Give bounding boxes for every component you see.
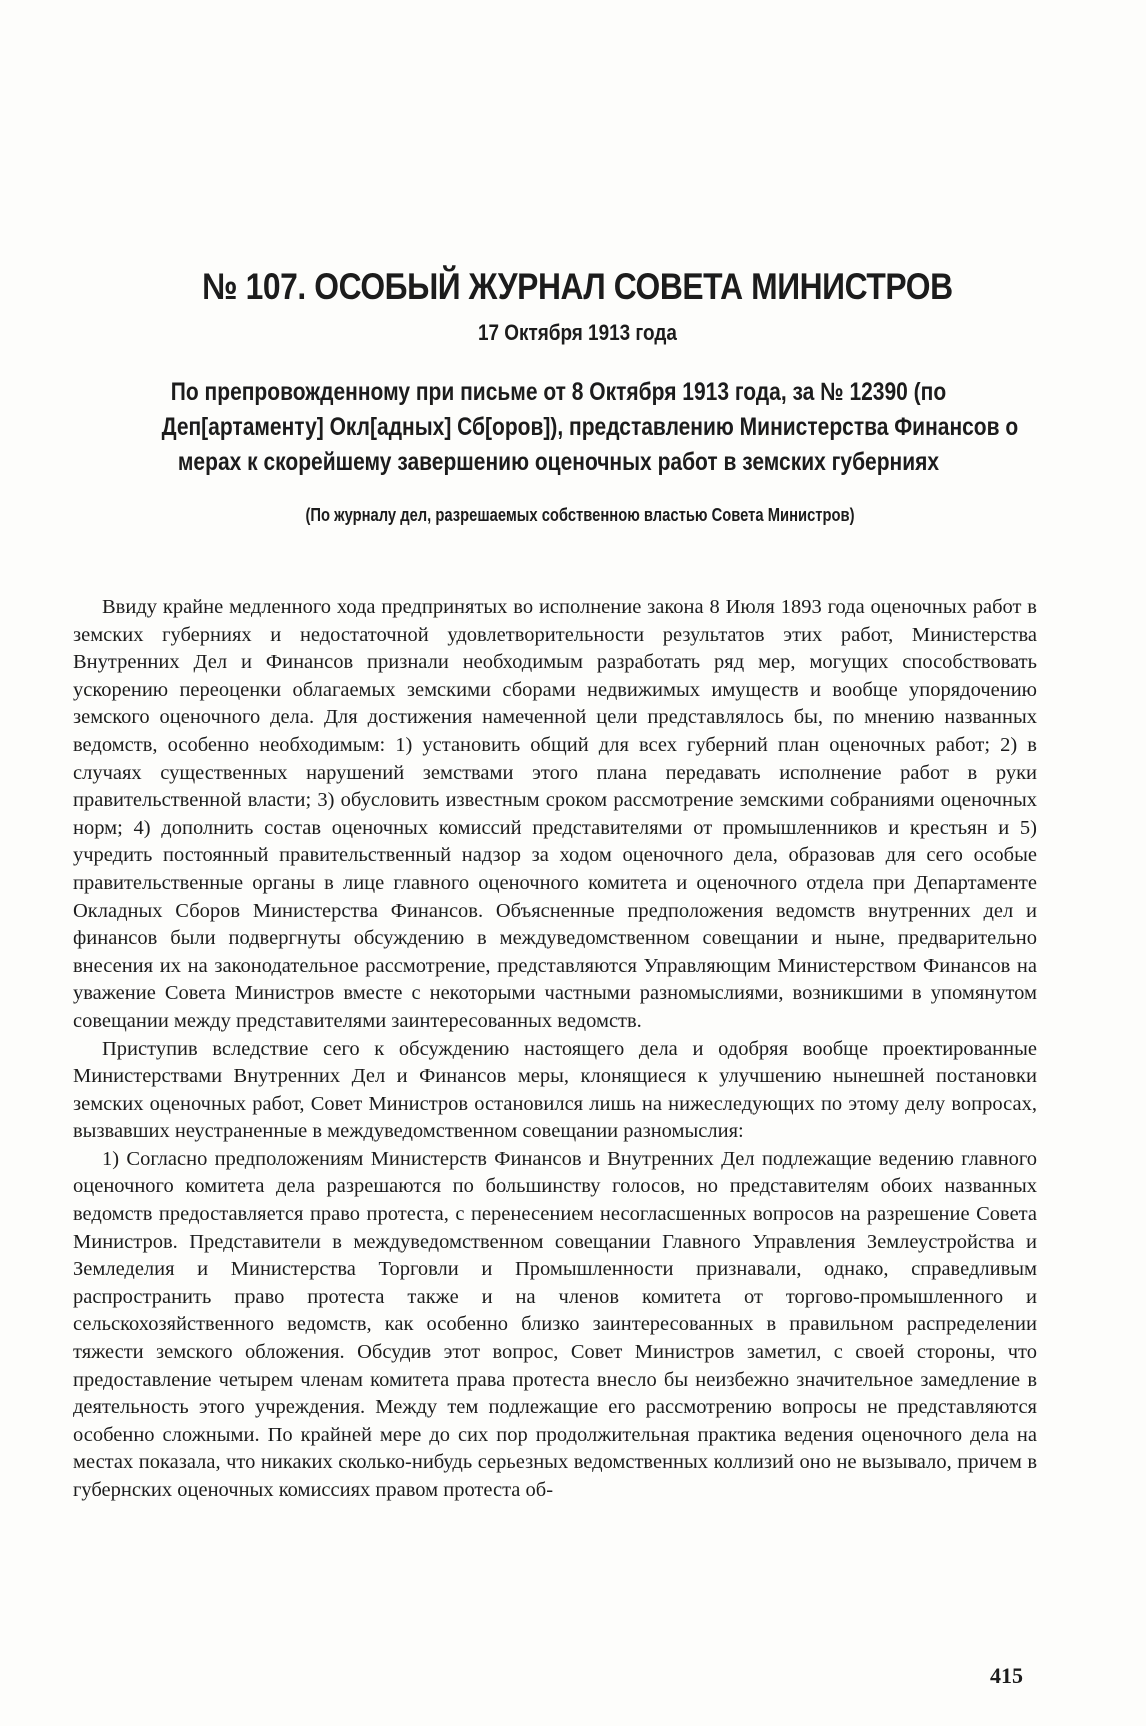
paragraph: Приступив вследствие сего к обсуждению настоящего дела и одобряя вообще проектированные Министерствами Внутренних Дел и Финансов меры, клонящиеся к улучшению нынешней постановки земских оценочных работ, Совет Министров остановился лишь на нижеследующих по этому делу вопросах, вызвавших неустраненные в междуведомственном совещании разномыслия: [73,1037,1037,1143]
document-title: № 107. ОСОБЫЙ ЖУРНАЛ СОВЕТА МИНИСТРОВ [202,266,953,307]
subject-line: мерах к скорейшему завершению оценочных работ в земских губерниях [177,448,940,476]
paragraph: 1) Согласно предположениям Министерств Финансов и Внутренних Дел подлежащие ведению главного оценочного комитета дела разрешаются по большинству голосов, но представителям обоих названных ведомств предоставляется право протеста, с перенесением несогласшенных вопросов на разрешение Совета Министров. Представители в междуведомственном совещании Главного Управления Землеустройства и Земледелия и Министерства Торговли и Промышленности признавали, однако, справедливым распространить право протеста также и на членов комитета от торгово-промышленного и сельскохозяйственного ведомств, как особенно близко заинтересованных в правильном распределении тяжести земского обложения. Обсудив этот вопрос, Совет Министров заметил, с своей стороны, что предоставление четырем членам комитета права протеста внесло бы неизбежно значительное замедление в деятельность этого учреждения. Между тем подлежащие его рассмотрению вопросы не представляются особенно сложными. По крайней мере до сих пор продолжительная практика ведения оценочного дела на местах показала, что никаких сколько-нибудь серьезных ведомственных коллизий оно не вызывало, причем в губернских оценочных комиссиях правом протеста об- [73,1147,1037,1501]
document-body [73,594,1037,1505]
subject-line: По препровожденному при письме от 8 Октября 1913 года, за № 12390 (по [170,378,947,406]
page-number: 415 [990,1663,1023,1688]
subject-line: Деп[артаменту] Окл[адных] Сб[оров]), представлению Министерства Финансов о [161,413,1019,441]
journal-note: (По журналу дел, разрешаемых собственною властью Совета Министров) [305,505,855,525]
document-date: 17 Октября 1913 года [477,320,677,345]
paragraph: Ввиду крайне медленного хода предпринятых во исполнение закона 8 Июля 1893 года оценочных работ в земских губерниях и недостаточной удовлетворительности результатов этих работ, Министерства Внутренних Дел и Финансов признали необходимым разработать ряд мер, могущих способствовать ускорению переоценки облагаемых земскими сборами недвижимых имуществ и вообще упорядочению земского оценочного дела. Для достижения намеченной цели представлялось бы, по мнению названных ведомств, особенно необходимым: 1) установить общий для всех губерний план оценочных работ; 2) в случаях существенных нарушений земствами этого плана передавать исполнение работ в руки правительственной власти; 3) обусловить известным сроком рассмотрение земскими собраниями оценочных норм; 4) дополнить состав оценочных комиссий представителями от промышленников и крестьян и 5) учредить постоянный правительственный надзор за ходом оценочного дела, образовав для сего особые правительственные органы в лице главного оценочного комитета и оценочного отдела при Департаменте Окладных Сборов Министерства Финансов. Объясненные предположения ведомств внутренних дел и финансов были подвергнуты обсуждению в междуведомственном совещании и ныне, предварительно внесения их на законодательное рассмотрение, представляются Управляющим Министерством Финансов на уважение Совета Министров вместе с некоторыми частными разномыслиями, возникшими в упомянутом совещании между представителями заинтересованных ведомств. [73,596,1037,1032]
document-subject [86,375,1031,480]
